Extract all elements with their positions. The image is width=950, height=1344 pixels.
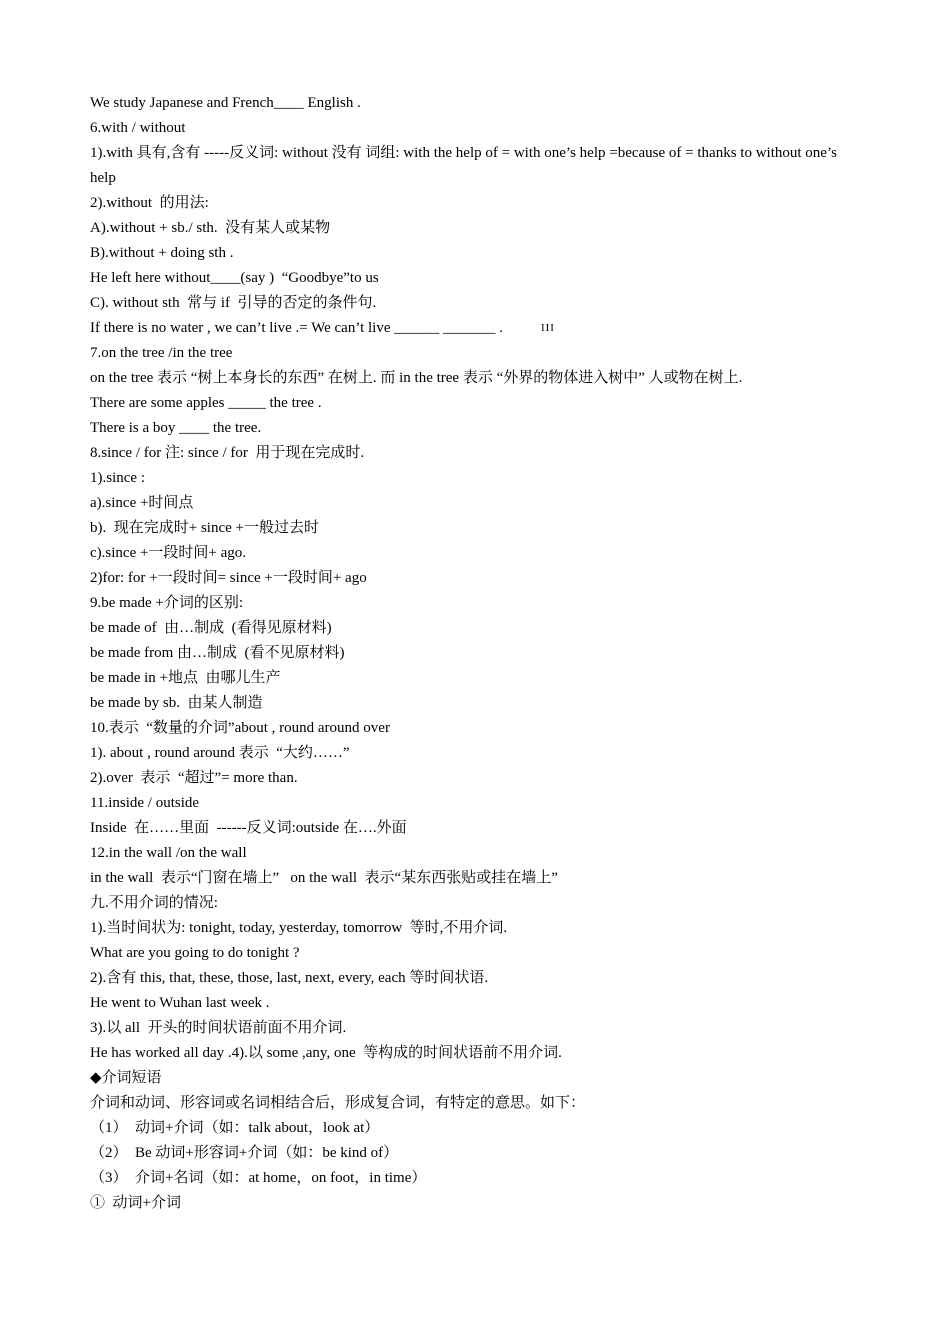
text-line: 1). about , round around 表示 “大约……” [90,745,350,761]
text-line: b). 现在完成时+ since +一般过去时 [90,520,319,536]
text-line: 2)for: for +一段时间= since +一段时间+ ago [90,570,367,586]
text-line: There is a boy ____ the tree. [90,420,262,436]
list-item: （3） 介词+名词（如：at home，on foot，in time） [90,1170,427,1186]
text-line: What are you going to do tonight ? [90,945,300,961]
section-heading: 九.不用介词的情况: [90,895,218,911]
text-line: 1).当时间状为: tonight, today, yesterday, tomorrow 等时,不用介词. [90,920,508,936]
text-line: in the wall 表示“门窗在墙上” on the wall 表示“某东西张贴或挂在墙上” [90,870,558,886]
text-line: 1).with 具有,含有 -----反义词: without 没有 词组: with the help of = with one’s help =because of = thanks to without one’s help [90,145,837,186]
text-line: 3).以 all 开头的时间状语前面不用介词. [90,1020,347,1036]
section-heading: ◆介词短语 [90,1070,162,1086]
section-heading: 11.inside / outside [90,795,200,811]
text-line: Inside 在……里面 ------反义词:outside 在….外面 [90,820,407,836]
list-item: ① 动词+介词 [90,1195,181,1211]
text-line: He has worked all day .4).以 some ,any, one 等构成的时间状语前不用介词. [90,1045,562,1061]
text-line: B).without + doing sth . [90,245,234,261]
text-line: a).since +时间点 [90,495,194,511]
text-line-with-mark [90,316,865,341]
text-line: A).without + sb./ sth. 没有某人或某物 [90,220,331,236]
list-item: （2） Be 动词+形容词+介词（如：be kind of） [90,1145,399,1161]
section-heading: 9.be made +介词的区别: [90,595,244,611]
text-line: 1).since : [90,470,145,486]
text-line: We study Japanese and French____ English . [90,95,361,111]
text-line: He left here without____(say ) “Goodbye”to us [90,270,379,286]
text-line: be made of 由…制成 (看得见原材料) [90,620,332,636]
section-heading: 8.since / for 注: since / for 用于现在完成时. [90,445,365,461]
text-line: be made by sb. 由某人制造 [90,695,263,711]
text-line: C). without sth 常与 if 引导的否定的条件句. [90,295,377,311]
text-line: 2).over 表示 “超过”= more than. [90,770,298,786]
text-line: be made from 由…制成 (看不见原材料) [90,645,345,661]
section-heading: 12.in the wall /on the wall [90,845,247,861]
text-line: 2).含有 this, that, these, those, last, next, every, each 等时间状语. [90,970,489,986]
document-body [90,91,865,1216]
list-item: （1） 动词+介词（如：talk about，look at） [90,1120,380,1136]
text-line: 2).without 的用法: [90,195,209,211]
sentence-text: If there is no water , we can’t live .= We can’t live ______ _______ . [90,320,503,336]
section-heading: 10.表示 “数量的介词”about , round around over [90,720,390,736]
stray-mark: III [540,322,555,334]
section-heading: 7.on the tree /in the tree [90,345,233,361]
text-line: be made in +地点 由哪儿生产 [90,670,281,686]
section-heading: 6.with / without [90,120,186,136]
text-line: 介词和动词、形容词或名词相结合后，形成复合词，有特定的意思。如下： [90,1095,586,1111]
text-line: There are some apples _____ the tree . [90,395,322,411]
text-line: He went to Wuhan last week . [90,995,270,1011]
text-line: c).since +一段时间+ ago. [90,545,247,561]
text-line: on the tree 表示 “树上本身长的东西” 在树上. 而 in the tree 表示 “外界的物体进入树中” 人或物在树上. [90,370,743,386]
